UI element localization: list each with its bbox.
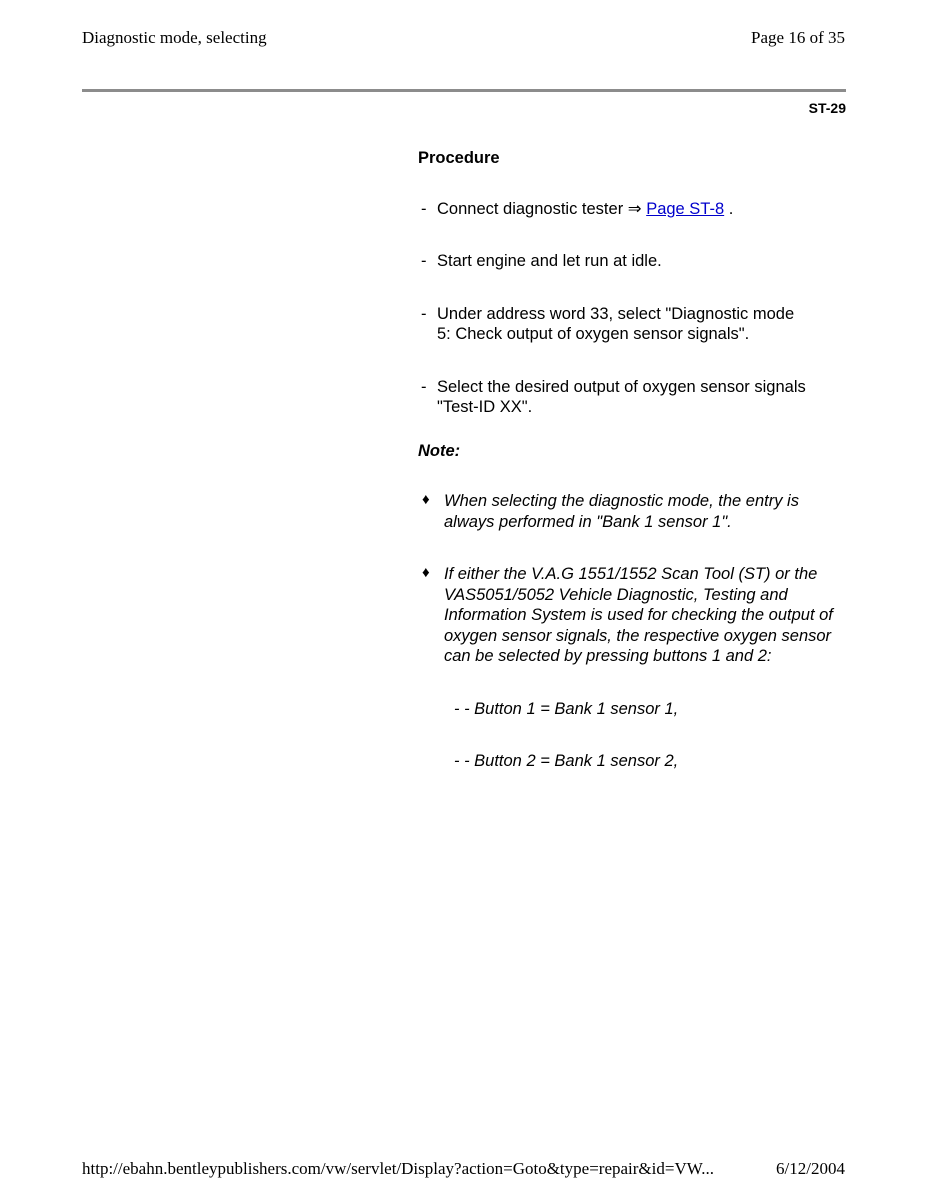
diamond-bullet-icon: ♦ — [422, 491, 430, 508]
note-bullet — [418, 491, 834, 532]
step-dash: - — [421, 304, 427, 323]
step-text: Start engine and let run at idle. — [437, 252, 662, 270]
note-bullet-text: If either the V.A.G 1551/1552 Scan Tool (ST) or the VAS5051/5052 Vehicle Diagnostic, Testing and Information System is used for checking the output of oxygen sensor signals, the respective oxygen sensor can be selected by pressing buttons 1 and 2: — [444, 565, 833, 665]
diamond-bullet-icon: ♦ — [422, 564, 430, 581]
step-text: Connect diagnostic tester ⇒ — [437, 199, 647, 218]
page-st8-link[interactable]: Page ST-8 — [646, 199, 725, 218]
procedure-step — [418, 199, 838, 220]
step-dash: - — [421, 199, 427, 218]
section-code: ST-29 — [808, 100, 846, 116]
step-text: Select the desired output of oxygen sensor signals "Test-ID XX". — [437, 377, 806, 416]
step-suffix: . — [724, 199, 734, 218]
page-number: Page 16 of 35 — [751, 28, 845, 47]
note-heading: Note: — [418, 441, 461, 460]
note-bullet-text: When selecting the diagnostic mode, the entry is always performed in "Bank 1 sensor 1". — [444, 492, 799, 531]
footer-date: 6/12/2004 — [776, 1159, 845, 1178]
footer-url: http://ebahn.bentleypublishers.com/vw/servlet/Display?action=Goto&type=repair&id=VW... — [82, 1159, 714, 1178]
main-content — [418, 148, 838, 772]
page-title: Diagnostic mode, selecting — [82, 28, 267, 47]
step-text: Under address word 33, select "Diagnostic mode 5: Check output of oxygen sensor signals". — [437, 304, 795, 343]
procedure-step — [418, 377, 807, 418]
step-dash: - — [421, 252, 427, 270]
procedure-heading: Procedure — [418, 149, 500, 167]
step-dash: - — [421, 377, 427, 396]
button-mapping-item: - - Button 2 = Bank 1 sensor 2, — [454, 752, 679, 770]
procedure-step — [418, 304, 797, 345]
note-bullet — [418, 564, 834, 667]
header-divider — [82, 89, 846, 92]
button-mapping-item: - - Button 1 = Bank 1 sensor 1, — [454, 699, 679, 718]
procedure-step — [418, 251, 838, 272]
